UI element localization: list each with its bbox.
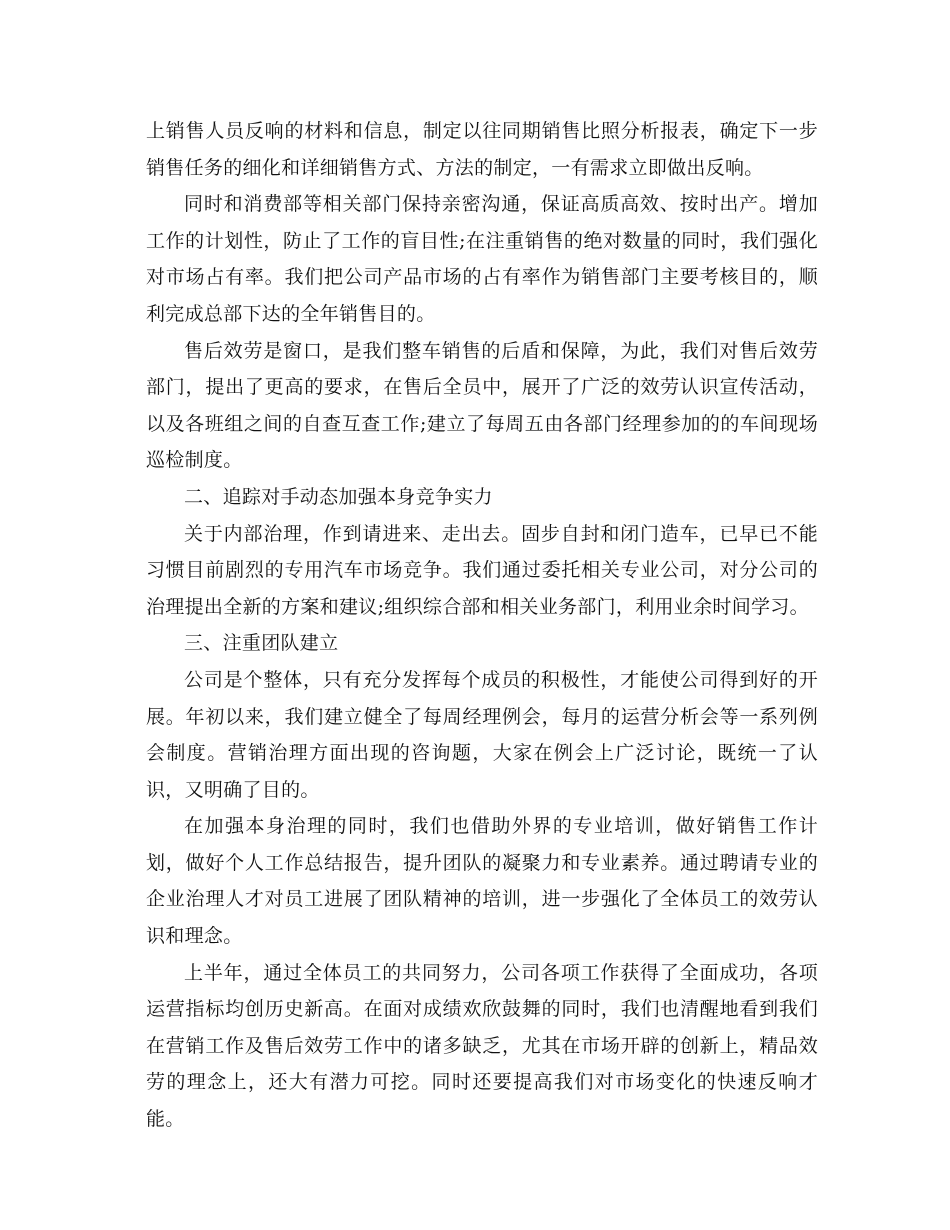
paragraph: 售后效劳是窗口，是我们整车销售的后盾和保障，为此，我们对售后效劳部门，提出了更高的要求，在售后全员中，展开了广泛的效劳认识宣传活动，以及各班组之间的自查互查工作;建立了每周五由各部门经理参加的的车间现场巡检制度。 xyxy=(146,339,818,472)
paragraph: 公司是个整体，只有充分发挥每个成员的积极性，才能使公司得到好的开展。年初以来，我们建立健全了每周经理例会，每月的运营分析会等一系列例会制度。营销治理方面出现的咨询题，大家在例会上广泛讨论，既统一了认识，又明确了目的。 xyxy=(146,668,818,801)
section-heading: 二、追踪对手动态加强本身竞争实力 xyxy=(184,485,493,508)
section-heading: 三、注重团队建立 xyxy=(184,632,339,655)
paragraph: 上销售人员反响的材料和信息，制定以往同期销售比照分析报表，确定下一步销售任务的细化和详细销售方式、方法的制定，一有需求立即做出反响。 xyxy=(146,120,818,179)
paragraph: 上半年，通过全体员工的共同努力，公司各项工作获得了全面成功，各项运营指标均创历史新高。在面对成绩欢欣鼓舞的同时，我们也清醒地看到我们在营销工作及售后效劳工作中的诸多缺乏，尤其在市场开辟的创新上，精品效劳的理念上，还大有潜力可挖。同时还要提高我们对市场变化的快速反响才能。 xyxy=(146,961,818,1131)
paragraph: 在加强本身治理的同时，我们也借助外界的专业培训，做好销售工作计划，做好个人工作总结报告，提升团队的凝聚力和专业素养。通过聘请专业的企业治理人才对员工进展了团队精神的培训，进一步强化了全体员工的效劳认识和理念。 xyxy=(146,815,818,948)
document-body xyxy=(146,113,818,1138)
paragraph: 关于内部治理，作到请进来、走出去。固步自封和闭门造车，已早已不能习惯目前剧烈的专用汽车市场竞争。我们通过委托相关专业公司，对分公司的治理提出全新的方案和建议;组织综合部和相关业务部门，利用业余时间学习。 xyxy=(146,522,818,618)
paragraph: 同时和消费部等相关部门保持亲密沟通，保证高质高效、按时出产。增加工作的计划性，防止了工作的盲目性;在注重销售的绝对数量的同时，我们强化对市场占有率。我们把公司产品市场的占有率作为销售部门主要考核目的，顺利完成总部下达的全年销售目的。 xyxy=(146,193,818,325)
